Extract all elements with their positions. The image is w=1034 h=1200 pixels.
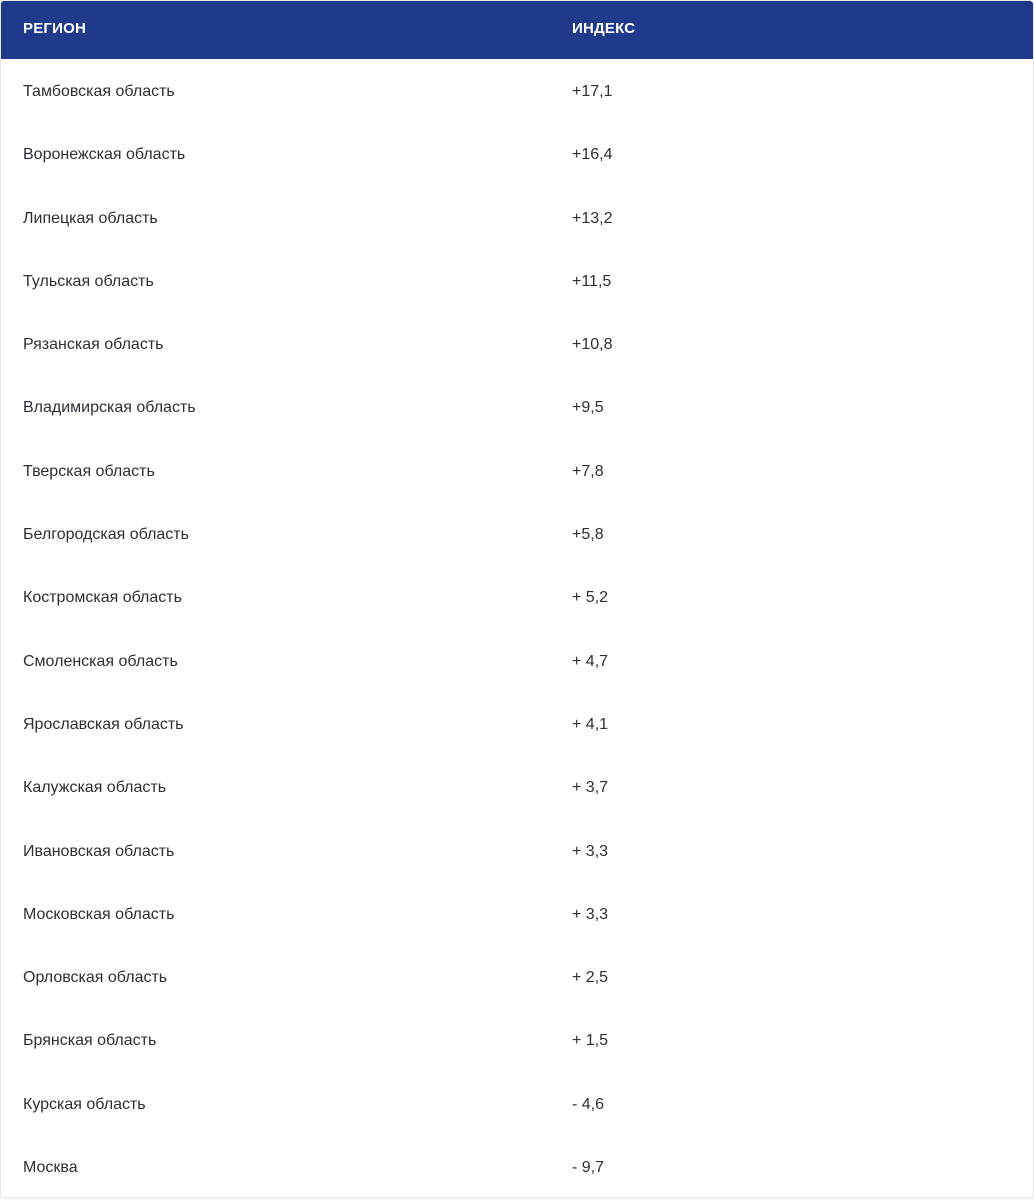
index-cell: - 4,6 <box>572 1095 605 1113</box>
index-cell: + 3,3 <box>572 842 609 860</box>
region-cell: Владимирская область <box>23 399 196 417</box>
index-cell: +7,8 <box>572 462 604 480</box>
index-cell: + 1,5 <box>572 1032 609 1050</box>
region-cell: Тамбовская область <box>23 83 175 100</box>
index-cell: +10,8 <box>572 336 613 354</box>
table-header <box>1 1 1033 59</box>
table-row <box>1 249 1033 312</box>
index-cell: +5,8 <box>572 526 604 544</box>
table-row <box>1 692 1033 755</box>
region-cell: Воронежская область <box>23 146 186 164</box>
region-cell: Белгородская область <box>23 526 189 544</box>
index-cell: + 2,5 <box>572 969 609 987</box>
table-row <box>1 1135 1033 1198</box>
index-cell: +13,2 <box>572 209 613 227</box>
region-cell: Липецкая область <box>23 209 158 227</box>
region-cell: Ярославская область <box>23 715 184 733</box>
region-cell: Смоленская область <box>23 652 178 670</box>
table-body <box>1 59 1033 1198</box>
index-cell: +9,5 <box>572 399 604 417</box>
index-cell: + 4,1 <box>572 715 609 733</box>
region-cell: Московская область <box>23 905 175 923</box>
table-row <box>1 882 1033 945</box>
region-cell: Тверская область <box>23 462 155 480</box>
index-cell: +17,1 <box>572 83 613 100</box>
index-cell: + 5,2 <box>572 589 609 607</box>
header-index: ИНДЕКС <box>572 20 636 37</box>
table-row <box>1 755 1033 818</box>
table-row <box>1 565 1033 628</box>
table-row <box>1 819 1033 882</box>
index-cell: +16,4 <box>572 146 613 164</box>
header-region: РЕГИОН <box>23 20 86 37</box>
table-row <box>1 439 1033 502</box>
index-cell: - 9,7 <box>572 1159 605 1177</box>
table-row <box>1 59 1033 122</box>
region-cell: Ивановская область <box>23 842 175 860</box>
table-row <box>1 945 1033 1008</box>
table-row <box>1 312 1033 375</box>
table-row <box>1 502 1033 565</box>
table-row <box>1 186 1033 249</box>
region-cell: Костромская область <box>23 589 182 607</box>
region-cell: Брянская область <box>23 1032 157 1050</box>
index-cell: + 3,3 <box>572 905 609 923</box>
index-cell: +11,5 <box>572 272 612 290</box>
region-cell: Калужская область <box>23 779 167 797</box>
table-row <box>1 375 1033 438</box>
table-row <box>1 122 1033 185</box>
region-cell: Рязанская область <box>23 336 164 354</box>
region-cell: Тульская область <box>23 272 154 290</box>
table-row <box>1 1008 1033 1071</box>
index-cell: + 4,7 <box>572 652 609 670</box>
table-row <box>1 1072 1033 1135</box>
region-cell: Москва <box>23 1159 78 1177</box>
region-cell: Орловская область <box>23 969 168 987</box>
index-cell: + 3,7 <box>572 779 609 797</box>
table-row <box>1 629 1033 692</box>
region-cell: Курская область <box>23 1095 146 1113</box>
